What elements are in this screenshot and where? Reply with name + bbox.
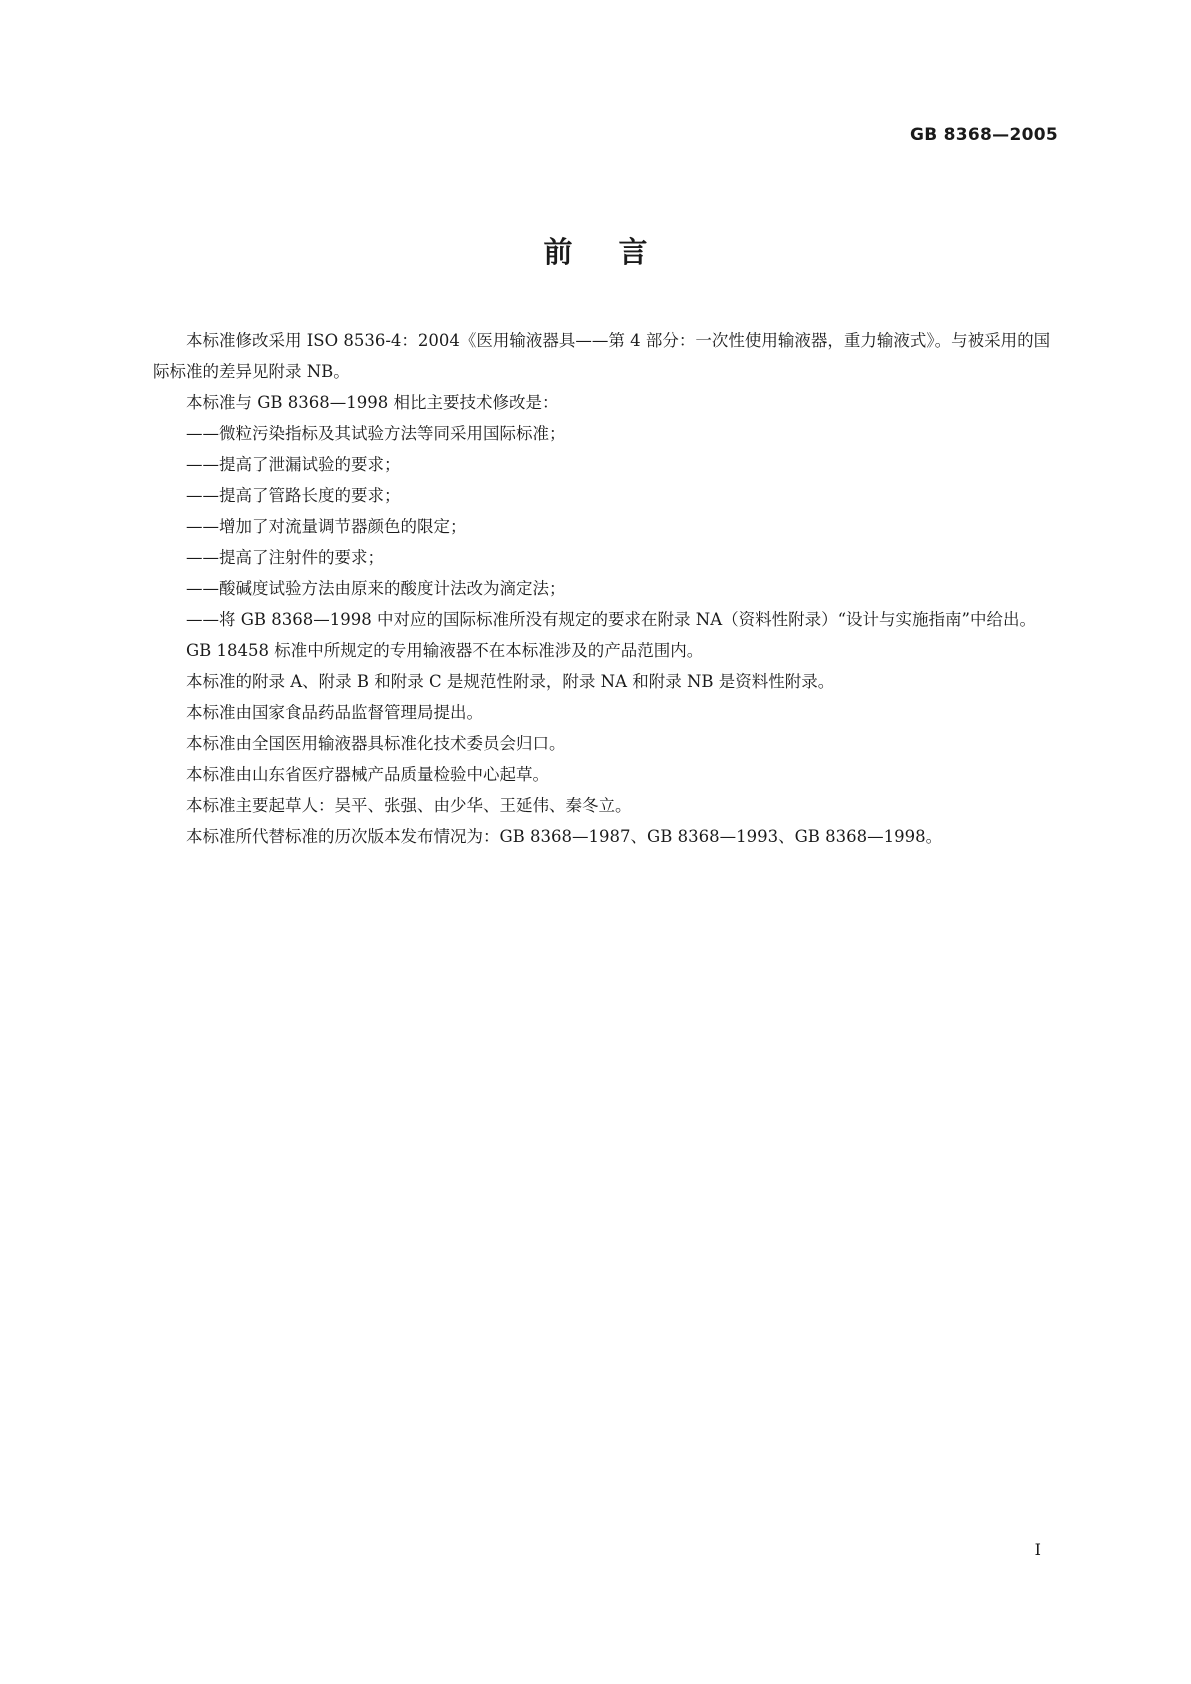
- change-item: ——增加了对流量调节器颜色的限定；: [186, 517, 467, 536]
- paragraph: 本标准修改采用 ISO 8536-4：2004《医用输液器具——第 4 部分：一次性使用输液器，重力输液式》。与被采用的国际标准的差异见附录 NB。: [153, 331, 1051, 381]
- document-body: [153, 325, 1053, 852]
- paragraph: 本标准所代替标准的历次版本发布情况为：GB 8368—1987、GB 8368—1993、GB 8368—1998。: [186, 827, 943, 846]
- paragraph: 本标准与 GB 8368—1998 相比主要技术修改是：: [186, 393, 559, 412]
- change-item: ——提高了管路长度的要求；: [186, 486, 401, 505]
- change-item: ——酸碱度试验方法由原来的酸度计法改为滴定法；: [186, 579, 566, 598]
- change-item: ——提高了注射件的要求；: [186, 548, 384, 567]
- paragraph: 本标准由山东省医疗器械产品质量检验中心起草。: [186, 765, 549, 784]
- paragraph: GB 18458 标准中所规定的专用输液器不在本标准涉及的产品范围内。: [186, 641, 704, 660]
- page-number: I: [1034, 1540, 1041, 1559]
- change-item: ——提高了泄漏试验的要求；: [186, 455, 401, 474]
- page-title: 前言: [543, 235, 694, 269]
- change-item: ——微粒污染指标及其试验方法等同采用国际标准；: [186, 424, 566, 443]
- paragraph: 本标准由全国医用输液器具标准化技术委员会归口。: [186, 734, 566, 753]
- paragraph: 本标准由国家食品药品监督管理局提出。: [186, 703, 483, 722]
- paragraph: 本标准主要起草人：吴平、张强、由少华、王延伟、秦冬立。: [186, 796, 632, 815]
- standard-number: GB 8368—2005: [909, 125, 1058, 145]
- change-item: ——将 GB 8368—1998 中对应的国际标准所没有规定的要求在附录 NA（资料性附录）“设计与实施指南”中给出。: [186, 610, 1036, 629]
- paragraph: 本标准的附录 A、附录 B 和附录 C 是规范性附录，附录 NA 和附录 NB 是资料性附录。: [186, 672, 835, 691]
